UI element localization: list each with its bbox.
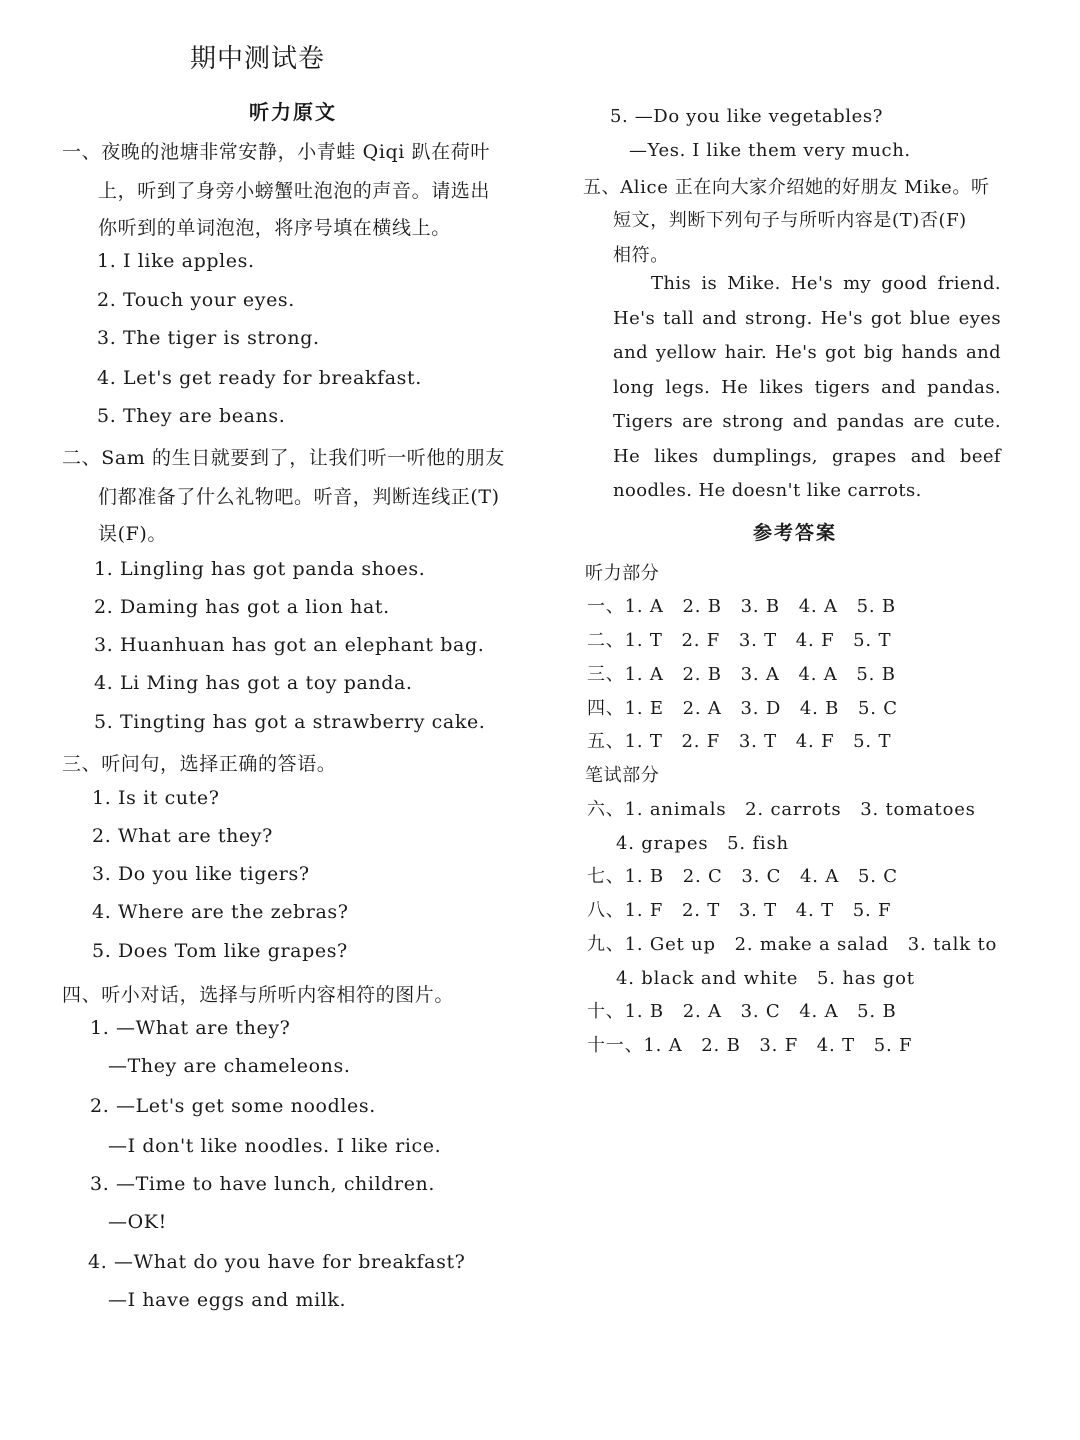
dialog-answer: —I have eggs and milk.: [108, 1289, 347, 1311]
section-2-heading: 们都准备了什么礼物吧。听音，判断连线正(T): [98, 486, 500, 508]
section-1-heading: 一、夜晚的池塘非常安静，小青蛙 Qiqi 趴在荷叶: [62, 141, 490, 163]
section-5-heading: 相符。: [613, 245, 669, 266]
listening-part-label: 听力部分: [585, 563, 660, 584]
dialog-question: 2. —Let's get some noodles.: [90, 1095, 376, 1117]
dialog-question: 4. —What do you have for breakfast?: [88, 1251, 466, 1273]
list-item: 1. Lingling has got panda shoes.: [94, 558, 426, 580]
list-item: 4. Li Ming has got a toy panda.: [94, 672, 413, 694]
section-2-heading: 误(F)。: [98, 523, 168, 545]
section-3-heading: 三、听问句，选择正确的答语。: [62, 753, 337, 775]
page-title: 期中测试卷: [190, 44, 326, 74]
list-item: 1. Is it cute?: [92, 787, 220, 809]
section-1-heading: 上，听到了身旁小螃蟹吐泡泡的声音。请选出: [98, 180, 491, 202]
dialog-question: 1. —What are they?: [90, 1017, 291, 1039]
answer-row: 三、1. A 2. B 3. A 4. A 5. B: [587, 664, 896, 685]
section-2-heading: 二、Sam 的生日就要到了，让我们听一听他的朋友: [62, 447, 505, 469]
dialog-answer: —OK!: [108, 1211, 167, 1233]
answer-row: 七、1. B 2. C 3. C 4. A 5. C: [587, 866, 898, 887]
list-item: 5. They are beans.: [97, 405, 286, 427]
list-item: 5. Tingting has got a strawberry cake.: [94, 711, 486, 733]
dialog-question: 3. —Time to have lunch, children.: [90, 1173, 436, 1195]
list-item: 1. I like apples.: [97, 250, 255, 272]
writing-part-label: 笔试部分: [585, 765, 660, 786]
list-item: 2. What are they?: [92, 825, 273, 847]
answer-row: 九、1. Get up 2. make a salad 3. talk to: [587, 934, 998, 955]
section-4-heading: 四、听小对话，选择与所听内容相符的图片。: [62, 984, 455, 1006]
passage-text: This is Mike. He's my good friend. He's tall and strong. He's got blue eyes and yellow hair. He's got big hands and long legs. He likes tigers and pandas. Tigers are strong and pandas are cute. He likes dumplings, grapes and beef noodles. He doesn't like carrots.: [613, 273, 1001, 501]
answer-row: 一、1. A 2. B 3. B 4. A 5. B: [587, 596, 896, 617]
section-5-heading: 五、Alice 正在向大家介绍她的好朋友 Mike。听: [583, 177, 990, 198]
section-5-heading: 短文，判断下列句子与所听内容是(T)否(F): [613, 210, 967, 231]
dialog-answer: —They are chameleons.: [108, 1055, 351, 1077]
answer-row: 十一、1. A 2. B 3. F 4. T 5. F: [587, 1035, 913, 1056]
list-item: 4. Where are the zebras?: [92, 901, 349, 923]
dialog-answer: —Yes. I like them very much.: [629, 140, 911, 161]
answer-key-title: 参考答案: [753, 522, 838, 544]
list-item: 3. Do you like tigers?: [92, 863, 310, 885]
answer-row: 四、1. E 2. A 3. D 4. B 5. C: [587, 698, 898, 719]
dialog-answer: —I don't like noodles. I like rice.: [108, 1135, 442, 1157]
list-item: 3. Huanhuan has got an elephant bag.: [94, 634, 485, 656]
list-item: 2. Touch your eyes.: [97, 289, 295, 311]
list-item: 2. Daming has got a lion hat.: [94, 596, 390, 618]
dialog-question: 5. —Do you like vegetables?: [610, 106, 883, 127]
answer-row: 十、1. B 2. A 3. C 4. A 5. B: [587, 1001, 897, 1022]
list-item: 5. Does Tom like grapes?: [92, 940, 348, 962]
section-1-heading: 你听到的单词泡泡，将序号填在横线上。: [98, 217, 451, 239]
answer-row: 二、1. T 2. F 3. T 4. F 5. T: [587, 630, 892, 651]
answer-row: 4. grapes 5. fish: [616, 833, 789, 854]
answer-row: 六、1. animals 2. carrots 3. tomatoes: [587, 799, 976, 820]
answer-row: 八、1. F 2. T 3. T 4. T 5. F: [587, 900, 892, 921]
list-item: 4. Let's get ready for breakfast.: [97, 367, 422, 389]
listening-script-title: 听力原文: [249, 100, 337, 124]
answer-row: 4. black and white 5. has got: [616, 968, 915, 989]
list-item: 3. The tiger is strong.: [97, 327, 320, 349]
answer-row: 五、1. T 2. F 3. T 4. F 5. T: [587, 731, 892, 752]
